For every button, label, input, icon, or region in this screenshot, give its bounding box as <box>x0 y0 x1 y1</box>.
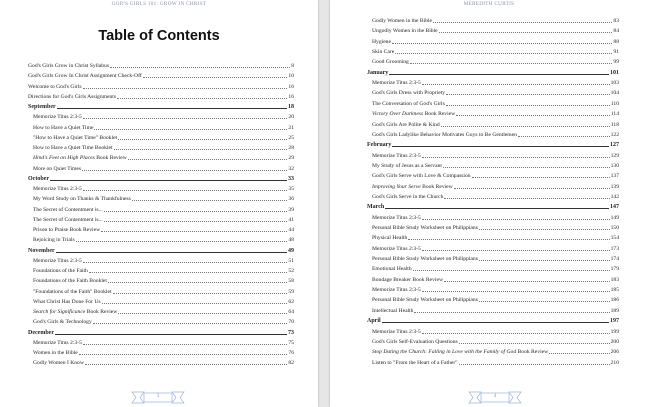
dot-leader <box>104 211 288 212</box>
toc-entry-title: December <box>28 329 54 336</box>
toc-entry-title-rest: Book Review <box>420 183 453 190</box>
toc-entry-title: My Study of Jesus as a Servant <box>372 162 442 169</box>
toc-page-number: 173 <box>610 245 619 252</box>
toc-page-number: 82 <box>288 360 294 367</box>
dot-leader <box>454 188 610 189</box>
dot-leader <box>132 200 288 201</box>
toc-page-number: 44 <box>288 227 294 233</box>
toc-page-number: 199 <box>610 328 619 335</box>
toc-entry <box>28 133 294 141</box>
toc-entry <box>28 123 294 131</box>
toc-entry <box>367 285 619 293</box>
toc-entry-title: Memorize Titus 2:3-5 <box>372 214 421 221</box>
toc-entry <box>28 297 294 305</box>
dot-leader <box>79 354 288 355</box>
toc-entry-title: Memorize Titus 2:3-5 <box>372 287 421 294</box>
toc-entry-title: Good Grooming <box>372 59 409 66</box>
toc-entry-title: My Word Study on Thanks & Thankfulness <box>33 196 131 203</box>
toc-entry-title: Intellectual Health <box>372 307 414 314</box>
toc-month-heading <box>28 102 294 110</box>
toc-entry-italic-title: Victory Over Darkness <box>372 111 424 118</box>
toc-page-number: 104 <box>610 90 619 97</box>
toc-entry <box>367 358 619 366</box>
toc-entry <box>28 184 294 192</box>
dot-leader <box>410 63 613 64</box>
dot-leader <box>110 67 290 68</box>
toc-entry-title: March <box>367 204 385 211</box>
toc-entry-title: Memorize Titus 2:3-5 <box>33 186 82 192</box>
dot-leader <box>55 334 287 335</box>
left-page <box>0 0 318 407</box>
dot-leader <box>395 53 612 54</box>
toc-page-number: 150 <box>610 225 619 231</box>
page-number-right: 4 <box>493 394 497 399</box>
toc-page-number: 33 <box>288 175 294 182</box>
toc-page-number: 41 <box>288 216 294 223</box>
toc-page-number: 75 <box>288 339 294 346</box>
toc-entry <box>28 92 294 100</box>
dot-leader <box>422 333 610 334</box>
dot-leader <box>56 252 287 253</box>
toc-entry-title: God's Girls Grow in Christ Syllabus <box>28 63 110 69</box>
toc-page-number: 137 <box>610 173 619 180</box>
toc-entry-title: Prison to Praise Book Review <box>33 227 101 233</box>
toc-page-number: 51 <box>288 257 294 264</box>
toc-entry <box>367 99 619 107</box>
toc-entry-title: Memorize Titus 2:3-5 <box>372 328 421 335</box>
dot-leader <box>128 159 288 160</box>
dot-leader <box>413 270 610 271</box>
dot-leader <box>479 229 610 230</box>
dot-leader <box>83 118 288 119</box>
toc-entry <box>28 358 294 366</box>
dot-leader <box>118 139 287 140</box>
dot-leader <box>518 136 610 137</box>
toc-entry-title: Foundations of the Faith <box>33 268 88 274</box>
toc-entry <box>28 143 294 151</box>
dot-leader <box>82 170 287 171</box>
toc-page-number: 25 <box>288 134 294 141</box>
toc-entry <box>367 192 619 200</box>
toc-page-number: 88 <box>613 38 619 45</box>
toc-entry <box>28 276 294 284</box>
toc-entry-title-rest: Book Review <box>85 309 118 315</box>
toc-entry <box>367 337 619 345</box>
toc-page-number: 83 <box>613 18 619 24</box>
toc-page-number: 200 <box>610 338 619 345</box>
toc-page-number: 52 <box>288 268 294 274</box>
toc-page-number: 183 <box>610 276 619 283</box>
toc-entry-title: November <box>28 247 55 254</box>
toc-entry <box>367 233 619 241</box>
toc-entry-title: Memorize Titus 2:3-5 <box>33 114 82 121</box>
dot-leader <box>414 312 609 313</box>
toc-page-number: 149 <box>610 214 619 221</box>
dot-leader <box>114 149 288 150</box>
toc-entry-title: "How to Have a Quiet Time" Booklet <box>33 134 118 141</box>
toc-entry-title: Physical Health <box>372 235 408 242</box>
toc-page-number: 21 <box>288 124 294 131</box>
toc-entry <box>367 47 619 55</box>
toc-page-number: 91 <box>613 49 619 56</box>
dot-leader <box>446 94 610 95</box>
toc-page-number: 18 <box>288 104 294 110</box>
dot-leader <box>113 293 288 294</box>
toc-month-heading <box>367 68 619 76</box>
toc-entry <box>28 256 294 264</box>
toc-page-number: 16 <box>288 83 294 90</box>
toc-entry <box>367 182 619 190</box>
toc-page-number: 70 <box>288 319 294 326</box>
dot-leader <box>479 260 610 261</box>
dot-leader <box>444 281 610 282</box>
toc-entry-title: September <box>28 104 56 110</box>
dot-leader <box>83 344 288 345</box>
dot-leader <box>382 322 609 323</box>
dot-leader <box>117 98 287 99</box>
toc-entry <box>367 327 619 335</box>
toc-entry-title-rest: Book Review <box>423 111 456 118</box>
toc-entry-title-rest: Book Review <box>94 155 127 162</box>
toc-entry-title: God's Girls Serve in the Church <box>372 193 444 200</box>
toc-entry <box>28 225 294 233</box>
toc-entry-title: Hygiene <box>372 38 391 45</box>
dot-leader <box>439 32 613 33</box>
toc-page-number: 129 <box>610 152 619 159</box>
dot-leader <box>392 43 612 44</box>
dot-leader <box>456 115 610 116</box>
toc-month-heading <box>367 140 619 148</box>
toc-entry-title <box>28 309 117 315</box>
toc-page-number: 64 <box>288 309 294 315</box>
toc-page-number: 49 <box>288 247 294 254</box>
toc-entry <box>28 266 294 274</box>
toc-entry <box>367 109 619 117</box>
toc-entry <box>367 57 619 65</box>
toc-entry-title <box>367 111 455 117</box>
toc-page-number: 16 <box>288 93 294 100</box>
dot-leader <box>50 180 287 181</box>
toc-page-number: 174 <box>610 256 619 263</box>
toc-month-heading <box>28 328 294 336</box>
dot-leader <box>392 146 609 147</box>
toc-entry-title: God's Girls Serve with Love & Compassion <box>372 173 471 180</box>
toc-page-number: 197 <box>610 318 619 325</box>
toc-entry <box>28 338 294 346</box>
toc-entry-title-rest: Book Review <box>516 349 549 356</box>
dot-leader <box>444 198 609 199</box>
toc-entry <box>28 82 294 90</box>
page-number-badge-left <box>130 391 186 404</box>
toc-page-number: 29 <box>288 155 294 162</box>
toc-entry-title: God's Girls Grow In Christ Assignment Check-Off <box>28 73 142 80</box>
toc-entry <box>367 88 619 96</box>
dot-leader <box>83 190 288 191</box>
dot-leader <box>472 177 610 178</box>
toc-entry <box>367 213 619 221</box>
toc-entry <box>367 130 619 138</box>
toc-entry <box>367 275 619 283</box>
toc-page-number: 62 <box>288 298 294 305</box>
running-header-right: MEREDITH CURTIS <box>463 1 515 7</box>
toc-entry-title: God's Girls Are Polite & Kind <box>372 121 440 128</box>
toc-page-number: 179 <box>610 266 619 273</box>
page-number-badge-right <box>467 391 523 404</box>
toc-entry-title: God's Girls Ladylike Behavior Motivates Guys to Be Gentlemen <box>372 131 517 138</box>
toc-entry-italic-title: Hind's Feet on High Places <box>33 155 95 162</box>
toc-entry-title: February <box>367 142 392 149</box>
toc-page-number: 59 <box>288 288 294 295</box>
toc-entry-title <box>28 155 127 161</box>
toc-entry <box>367 306 619 314</box>
toc-entry-title: October <box>28 175 49 182</box>
toc-page-number: 10 <box>288 73 294 80</box>
dot-leader <box>422 84 610 85</box>
toc-entry <box>367 37 619 45</box>
toc-entry-title <box>367 184 453 190</box>
dot-leader <box>408 239 609 240</box>
toc-entry-title: Women in the Bible <box>33 350 78 356</box>
toc-page-number: 206 <box>610 349 619 356</box>
toc-page-number: 101 <box>610 69 619 76</box>
dot-leader <box>83 88 288 89</box>
toc-entry-title: Memorize Titus 2:3-5 <box>372 152 421 159</box>
toc-entry-title: January <box>367 69 389 76</box>
toc-entry <box>28 205 294 213</box>
toc-entry-title: Skin Care <box>372 49 395 56</box>
toc-entry <box>367 16 619 24</box>
toc-page-number: 185 <box>610 287 619 294</box>
toc-entry-title: Rejoicing in Trials <box>33 237 75 244</box>
toc-entry <box>28 153 294 161</box>
toc-entry <box>367 264 619 272</box>
dot-leader <box>102 303 288 304</box>
toc-page-number: 8 <box>291 63 294 69</box>
toc-entry-title: Ungodly Women in the Bible <box>372 28 438 35</box>
toc-entry <box>28 317 294 325</box>
running-header-left: GOD'S GIRLS 101: GROW IN CHRIST <box>111 1 207 7</box>
toc-entry <box>367 171 619 179</box>
toc-entry-title: "Foundations of the Faith" Booklet <box>33 288 112 295</box>
toc-entry-italic-title: Search for Significance <box>33 309 86 315</box>
toc-entry-title: How to Have a Quiet Time Booklet <box>33 145 113 151</box>
toc-entry <box>367 26 619 34</box>
toc-page-number: 142 <box>610 193 619 200</box>
toc-entry-title: Personal Bible Study Worksheet on Philippians <box>372 297 478 304</box>
dot-leader <box>385 208 609 209</box>
toc-page-number: 110 <box>610 100 619 107</box>
toc-entry-title: How to Have a Quiet Time <box>33 124 94 131</box>
dot-leader <box>549 353 609 354</box>
dot-leader <box>422 219 610 220</box>
toc-page-number: 20 <box>288 114 294 121</box>
dot-leader <box>459 343 610 344</box>
dot-leader <box>83 262 288 263</box>
dot-leader <box>85 364 288 365</box>
toc-entry <box>28 61 294 69</box>
toc-entry <box>367 161 619 169</box>
dot-leader <box>118 313 287 314</box>
toc-entry-title: April <box>367 318 381 325</box>
toc-entry-title: Listen to "From the Heart of a Father" <box>372 359 458 366</box>
toc-entry-title: The Secret of Contentment is... <box>33 206 103 213</box>
dot-leader <box>93 323 288 324</box>
dot-leader <box>101 231 287 232</box>
toc-page-number: 73 <box>288 329 294 336</box>
toc-entry <box>28 307 294 315</box>
toc-page-number: 48 <box>288 237 294 244</box>
right-page <box>330 0 648 407</box>
toc-entry-title: What Christ Has Done For Us <box>33 298 101 305</box>
toc-page-number: 35 <box>288 186 294 192</box>
dot-leader <box>143 77 288 78</box>
toc-page-number: 147 <box>610 204 619 211</box>
toc-entry <box>28 71 294 79</box>
toc-month-heading <box>28 174 294 182</box>
toc-page-number: 84 <box>613 28 619 35</box>
toc-page-number: 28 <box>288 145 294 151</box>
toc-entry-italic-title: Improving Your Serve <box>372 183 421 190</box>
toc-entry-title: Foundations of the Faith Booklet <box>33 278 107 285</box>
dot-leader <box>104 221 288 222</box>
page-title: Table of Contents <box>98 28 220 44</box>
toc-entry-title: Emotional Health <box>372 266 412 273</box>
dot-leader <box>446 105 610 106</box>
toc-month-heading <box>367 316 619 324</box>
toc-entry-title: God's Girls Dress with Propriety <box>372 90 446 97</box>
toc-entry <box>367 120 619 128</box>
toc-page-number: 186 <box>610 297 619 304</box>
toc-entry-italic-title: Stop Dating the Church: Falling in Love with the Family of God <box>372 349 517 356</box>
toc-entry-title: Welcome to God's Girls <box>28 83 82 90</box>
toc-entry <box>28 348 294 356</box>
dot-leader <box>108 282 287 283</box>
toc-entry-title: More on Quiet Times <box>33 165 82 172</box>
toc-entry <box>28 287 294 295</box>
toc-entry <box>28 194 294 202</box>
toc-page-number: 32 <box>288 165 294 172</box>
toc-entry <box>367 151 619 159</box>
toc-entry <box>367 295 619 303</box>
toc-page-number: 39 <box>288 206 294 213</box>
dot-leader <box>443 167 610 168</box>
dot-leader <box>441 126 610 127</box>
toc-entry-title: Godly Women I Know <box>33 360 84 367</box>
toc-page-number: 210 <box>610 359 619 366</box>
toc-page-number: 127 <box>610 142 619 149</box>
toc-entry <box>28 215 294 223</box>
toc-page-number: 58 <box>288 278 294 285</box>
toc-entry-title: Memorize Titus 2:3-5 <box>372 245 421 252</box>
toc-entry-title: God's Girls Self-Evaluation Questions <box>372 338 458 345</box>
toc-entry-title: The Secret of Contentment is... <box>33 216 103 223</box>
toc-month-heading <box>367 202 619 210</box>
toc-entry-title: God's Girls & Technology <box>33 319 92 326</box>
toc-page-number: 99 <box>613 59 619 66</box>
toc-page-number: 130 <box>610 162 619 169</box>
toc-page-number: 76 <box>288 350 294 356</box>
toc-entry <box>367 78 619 86</box>
toc-entry <box>367 223 619 231</box>
toc-entry-title: Bondage Breaker Book Review <box>372 276 443 283</box>
toc-entry-title: Memorize Titus 2:3-5 <box>372 80 421 87</box>
dot-leader <box>479 301 610 302</box>
dot-leader <box>422 291 610 292</box>
toc-entry-title: Personal Bible Study Worksheet on Philippians <box>372 256 478 263</box>
dot-leader <box>76 241 288 242</box>
toc-page-number: 122 <box>610 131 619 138</box>
dot-leader <box>459 364 610 365</box>
toc-page-number: 114 <box>610 111 619 118</box>
toc-page-number: 139 <box>610 183 619 190</box>
toc-page-number: 36 <box>288 196 294 203</box>
toc-page-number: 154 <box>610 235 619 242</box>
dot-leader <box>433 22 612 23</box>
toc-entry-title: Memorize Titus 2:3-5 <box>33 339 82 346</box>
toc-entry-title: Godly Women in the Bible <box>372 18 433 24</box>
toc-entry-title: The Conversation of God's Girls <box>372 100 445 107</box>
toc-entry-title: Memorize Titus 2:3-5 <box>33 257 82 264</box>
toc-entry-title <box>367 349 548 355</box>
toc-entry-title: Personal Bible Study Worksheet on Philippians <box>372 225 478 231</box>
toc-entry <box>28 235 294 243</box>
toc-page-number: 103 <box>610 80 619 87</box>
toc-entry <box>367 254 619 262</box>
dot-leader <box>89 272 288 273</box>
dot-leader <box>422 157 610 158</box>
dot-leader <box>57 108 287 109</box>
dot-leader <box>94 129 287 130</box>
toc-entry <box>28 112 294 120</box>
dot-leader <box>389 74 609 75</box>
toc-entry <box>367 244 619 252</box>
dot-leader <box>422 250 610 251</box>
toc-month-heading <box>28 246 294 254</box>
toc-entry <box>28 164 294 172</box>
toc-page-number: 118 <box>610 121 619 128</box>
toc-page-number: 189 <box>610 307 619 314</box>
toc-entry-title: Directions for God's Girls Assignments <box>28 93 117 100</box>
toc-entry <box>367 347 619 355</box>
page-number-left: 3 <box>156 394 160 399</box>
